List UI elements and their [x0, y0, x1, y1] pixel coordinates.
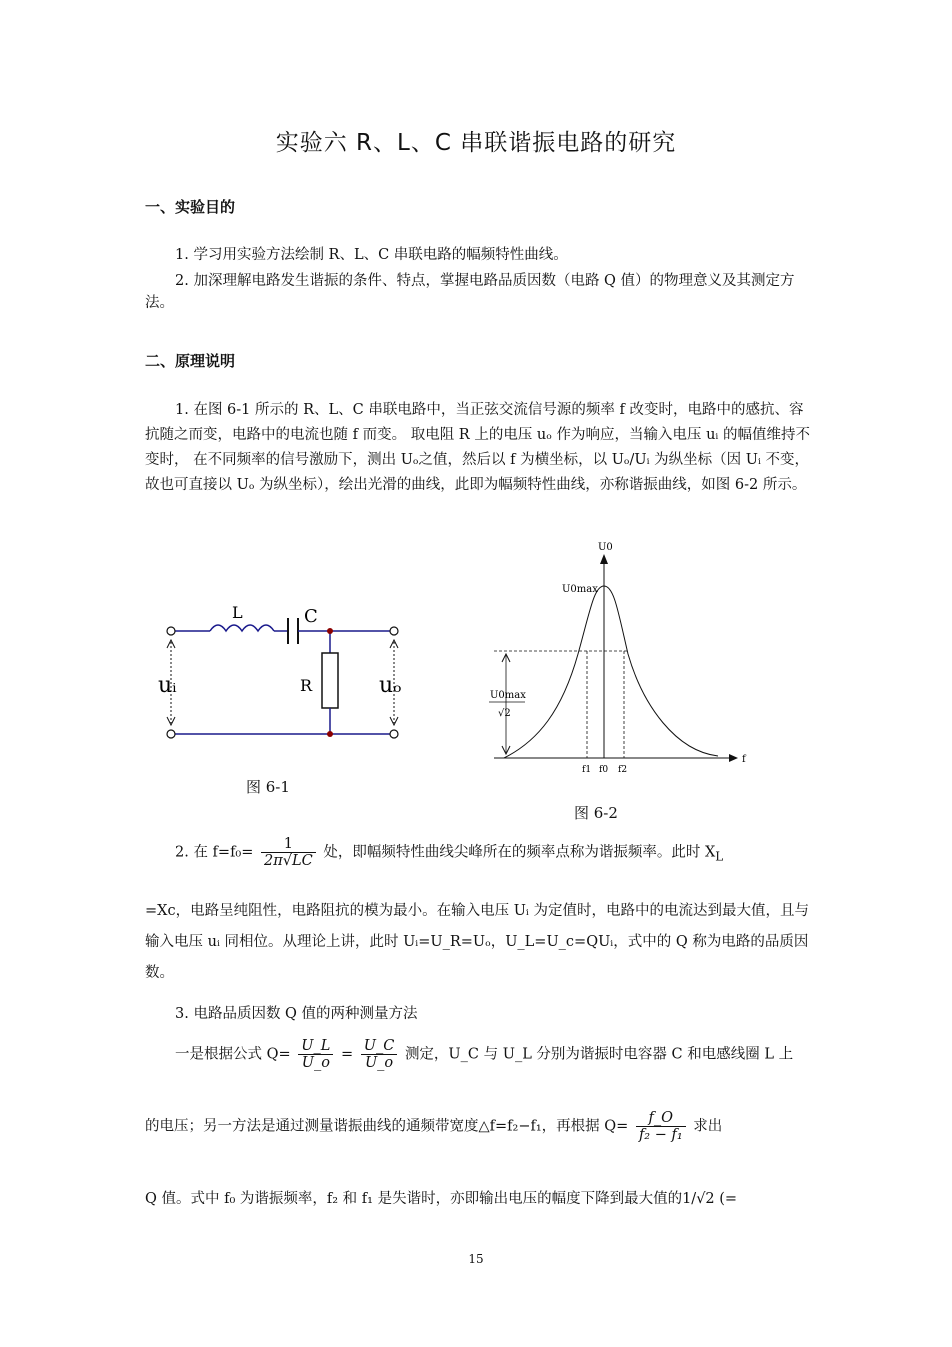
y-axis-arrowhead	[600, 554, 608, 564]
f0-label: f0	[599, 765, 609, 775]
input-voltage-label: uᵢ	[158, 673, 177, 698]
fraction-denominator: U_o	[301, 1055, 330, 1071]
inductor-symbol	[210, 625, 274, 631]
half-power-label-den: √2	[498, 708, 511, 719]
para2-xl-subscript: L	[715, 849, 724, 864]
f1-label: f1	[582, 765, 592, 775]
page-number: 15	[468, 1252, 484, 1266]
resonance-curve-figure	[480, 536, 760, 776]
formula-numerator: 1	[261, 836, 316, 853]
junction-node	[327, 731, 333, 737]
fraction-denominator: U_o	[364, 1055, 394, 1071]
para4-suffix: 测定，U_C 与 U_L 分别为谐振时电容器 C 和电感线圈 L 上	[404, 1046, 794, 1063]
para2-prefix: 2. 在 f=f₀=	[175, 844, 254, 861]
output-voltage-label: uₒ	[379, 673, 402, 698]
figure-6-1-caption: 图 6-1	[246, 778, 290, 796]
figure-6-2-caption: 图 6-2	[574, 804, 618, 822]
resistor-symbol	[322, 653, 338, 708]
bandwidth-formula-line	[145, 1110, 722, 1143]
fraction-denominator: f₂ − f₁	[638, 1127, 683, 1143]
f2-label: f2	[618, 765, 628, 775]
fraction-numerator: f_O	[636, 1110, 686, 1127]
principle-paragraph-3: 3. 电路品质因数 Q 值的两种测量方法	[175, 1006, 418, 1022]
principle-paragraph-6: Q 值。式中 f₀ 为谐振频率，f₂ 和 f₁ 是失谐时，亦即输出电压的幅度下降到最大值的1/√2 (=	[145, 1191, 738, 1207]
half-power-label-num: U0max	[490, 690, 526, 701]
purpose-item-2: 2. 加深理解电路发生谐振的条件、特点，掌握电路品质因数（电路 Q 值）的物理意义及其测定方法。	[145, 273, 795, 311]
fraction-numerator: U_C	[361, 1038, 398, 1055]
resonance-curve	[504, 586, 718, 758]
input-terminal	[167, 627, 175, 635]
output-terminal	[390, 730, 398, 738]
y-axis-label: U0	[598, 542, 613, 553]
equals-sign: =	[340, 1046, 354, 1063]
resonance-frequency-formula	[261, 836, 316, 869]
page-title: 实验六 R、L、C 串联谐振电路的研究	[275, 130, 677, 156]
section-heading-purpose: 一、实验目的	[145, 198, 236, 216]
bandwidth-q-fraction	[636, 1110, 686, 1143]
junction-node	[327, 628, 333, 634]
formula-denominator: 2π√LC	[264, 853, 313, 869]
q-formula-fraction-2	[361, 1038, 398, 1071]
para4-prefix: 一是根据公式 Q=	[175, 1046, 291, 1063]
capacitor-label: C	[304, 606, 318, 627]
input-terminal	[167, 730, 175, 738]
inductor-label: L	[232, 603, 243, 622]
fraction-numerator: U_L	[298, 1038, 333, 1055]
para5-suffix: 求出	[693, 1118, 723, 1135]
peak-label: U0max	[562, 584, 598, 595]
x-axis-arrowhead	[729, 754, 738, 762]
x-axis-label: f	[742, 754, 746, 765]
circuit-diagram	[150, 598, 420, 748]
principle-paragraph-2-body: =Xc，电路呈纯阻性，电路阻抗的模为最小。在输入电压 Uᵢ 为定值时，电路中的电流达到最大值，且与输入电压 uᵢ 同相位。从理论上讲，此时 Uᵢ=U_R=Uₒ，U_L=U_c=QUᵢ，式中的 Q 称为电路的品质因数。	[145, 903, 809, 981]
section-heading-principle: 二、原理说明	[145, 352, 236, 370]
q-formula-fraction-1	[298, 1038, 333, 1071]
principle-paragraph-2-line1	[175, 836, 723, 869]
purpose-item-1: 1. 学习用实验方法绘制 R、L、C 串联电路的幅频特性曲线。	[175, 247, 568, 263]
q-formula-line	[175, 1038, 793, 1071]
resistor-label: R	[300, 676, 313, 695]
para2-suffix: 处，即幅频特性曲线尖峰所在的频率点称为谐振频率。此时 X	[323, 844, 716, 861]
principle-paragraph-1: 1. 在图 6-1 所示的 R、L、C 串联电路中，当正弦交流信号源的频率 f 改变时，电路中的感抗、容抗随之而变，电路中的电流也随 f 而变。 取电阻 R 上的电压 uₒ 作为响应，当输入电压 uᵢ 的幅值维持不变时， 在不同频率的信号激励下，测出 Uₒ之值，然后以 f 为横坐标，以 Uₒ/Uᵢ 为纵坐标（因 Uᵢ 不变，故也可直接以 Uₒ 为纵坐标），绘出光滑的曲线，此即为幅频特性曲线，亦称谐振曲线，如图 6-2 所示。	[145, 402, 810, 493]
para5-prefix: 的电压；另一方法是通过测量谐振曲线的通频带宽度△f=f₂−f₁，再根据 Q=	[145, 1118, 629, 1135]
output-terminal	[390, 627, 398, 635]
